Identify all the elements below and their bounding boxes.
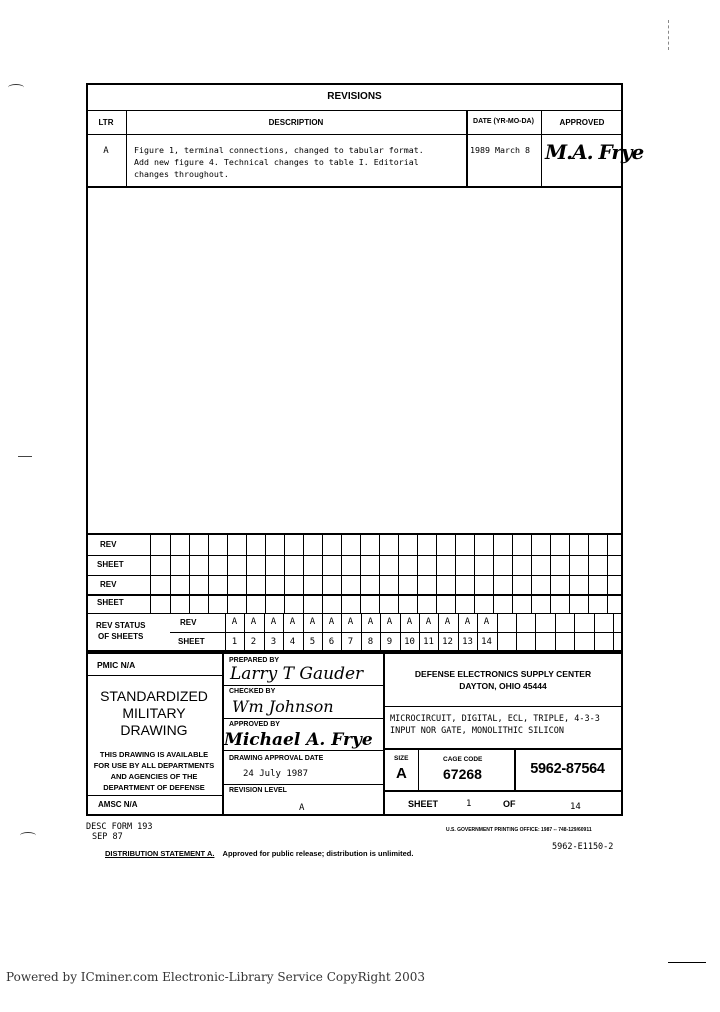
revision-level-label: REVISION LEVEL <box>229 787 287 794</box>
sheet-number-cell: 3 <box>270 637 277 647</box>
header-approved: APPROVED <box>559 118 605 127</box>
standardized-line: STANDARDIZED <box>100 688 208 704</box>
of-sheets-label: OF SHEETS <box>98 632 144 641</box>
header-description: DESCRIPTION <box>268 118 324 127</box>
rev-status-cell: A <box>270 617 277 627</box>
of-label: OF <box>503 799 516 809</box>
drawing-number: 5962-87564 <box>530 761 605 777</box>
powered-by-watermark: Powered by ICminer.com Electronic-Library Service CopyRight 2003 <box>6 970 426 984</box>
sheet-number-cell: 10 <box>404 637 415 647</box>
revision-approved-signature: M.A. Frye <box>545 140 644 164</box>
rev-status-cell: A <box>386 617 393 627</box>
amsc-label: AMSC N/A <box>98 800 138 809</box>
sheet-of-label: SHEET <box>408 799 439 809</box>
checked-by-signature: Wm Johnson <box>232 697 334 716</box>
drawing-title <box>390 713 600 737</box>
scan-mark <box>18 456 32 457</box>
availability-line: THIS DRAWING IS AVAILABLE <box>99 750 209 759</box>
rev-status-cell: A <box>483 617 490 627</box>
approval-date-value: 24 July 1987 <box>243 769 309 779</box>
scan-mark <box>668 20 669 50</box>
rev-status-cell: A <box>309 617 316 627</box>
distribution-label: DISTRIBUTION STATEMENT A. <box>105 849 215 858</box>
sheet-number-cell: 7 <box>347 637 354 647</box>
rev-status-cell: A <box>367 617 374 627</box>
sheet-number-cell: 8 <box>367 637 374 647</box>
sheet-label: SHEET <box>97 598 124 607</box>
prepared-by-signature: Larry T Gauder <box>230 664 364 684</box>
document-code: 5962-E1150-2 <box>552 842 614 852</box>
rev-status-cell: A <box>328 617 335 627</box>
rev-status-cell: A <box>425 617 432 627</box>
revision-description-line: Figure 1, terminal connections, changed to tabular format. <box>134 145 424 155</box>
distribution-statement <box>105 849 413 858</box>
sheet-number-cell: 5 <box>309 637 316 647</box>
sheet-number-cell: 13 <box>462 637 473 647</box>
approved-by-signature: Michael A. Frye <box>224 730 373 750</box>
sheet-label: SHEET <box>97 560 124 569</box>
revision-level-value: A <box>299 803 305 813</box>
sheet-number-cell: 9 <box>386 637 393 647</box>
size-value: A <box>396 765 407 782</box>
checked-by-label: CHECKED BY <box>229 688 276 695</box>
agency-name <box>383 668 623 692</box>
rev-status-rev-label: REV <box>180 618 197 627</box>
military-line: MILITARY <box>122 705 186 721</box>
rev-status-sheet-label: SHEET <box>178 637 205 646</box>
form-number: DESC FORM 193 <box>86 822 153 832</box>
status-table <box>86 533 623 652</box>
approval-date-label: DRAWING APPROVAL DATE <box>229 755 324 762</box>
sheet-number-cell: 2 <box>250 637 257 647</box>
prepared-by-label: PREPARED BY <box>229 657 280 664</box>
scan-mark <box>20 832 36 839</box>
size-label: SIZE <box>394 755 409 762</box>
distribution-text: Approved for public release; distribution is unlimited. <box>222 849 414 858</box>
approved-by-label: APPROVED BY <box>229 721 280 728</box>
agency-address: DAYTON, OHIO 45444 <box>459 681 547 691</box>
sheet-number-cell: 12 <box>442 637 453 647</box>
drawing-title-line: MICROCIRCUIT, DIGITAL, ECL, TRIPLE, 4-3-3 <box>390 714 600 724</box>
availability-line: FOR USE BY ALL DEPARTMENTS <box>93 761 215 770</box>
rev-status-cell: A <box>464 617 471 627</box>
availability-line: DEPARTMENT OF DEFENSE <box>103 783 205 792</box>
revision-ltr: A <box>103 146 109 156</box>
sheet-number-cell: 4 <box>289 637 296 647</box>
standardized-military-drawing <box>86 688 222 739</box>
agency-line: DEFENSE ELECTRONICS SUPPLY CENTER <box>414 669 592 679</box>
sheet-number-cell: 11 <box>423 637 434 647</box>
availability-line: AND AGENCIES OF THE <box>110 772 198 781</box>
rev-status-cell: A <box>347 617 354 627</box>
revision-description-line: Add new figure 4. Technical changes to table I. Editorial <box>134 157 419 167</box>
scan-mark <box>8 84 24 91</box>
rev-status-cell: A <box>231 617 238 627</box>
revision-description-line: changes throughout. <box>134 169 229 179</box>
gpo-note: U.S. GOVERNMENT PRINTING OFFICE: 1987 -- 748-129/60911 <box>446 827 592 833</box>
rev-status-cell: A <box>406 617 413 627</box>
drawing-title-line: INPUT NOR GATE, MONOLITHIC SILICON <box>390 726 564 736</box>
sheet-number: 1 <box>466 799 472 809</box>
drawing-line: DRAWING <box>120 722 188 738</box>
sheet-number-cell: 1 <box>231 637 238 647</box>
header-date: DATE (YR-MO-DA) <box>473 118 534 125</box>
sheet-number-cell: 14 <box>481 637 492 647</box>
pmic-label: PMIC N/A <box>97 660 136 670</box>
rev-status-cell: A <box>444 617 451 627</box>
revisions-title: REVISIONS <box>327 91 382 102</box>
sheet-total: 14 <box>570 802 581 812</box>
rev-status-cell: A <box>250 617 257 627</box>
rev-status-label: REV STATUS <box>96 621 146 630</box>
cage-code-label: CAGE CODE <box>443 756 483 763</box>
rev-label: REV <box>100 540 117 549</box>
availability-statement <box>86 749 222 793</box>
revision-date: 1989 March 8 <box>470 145 530 155</box>
cage-code-value: 67268 <box>443 766 482 782</box>
rev-status-cell: A <box>289 617 296 627</box>
header-ltr: LTR <box>98 118 114 127</box>
form-date: SEP 87 <box>92 832 123 842</box>
rev-label: REV <box>100 580 117 589</box>
sheet-number-cell: 6 <box>328 637 335 647</box>
